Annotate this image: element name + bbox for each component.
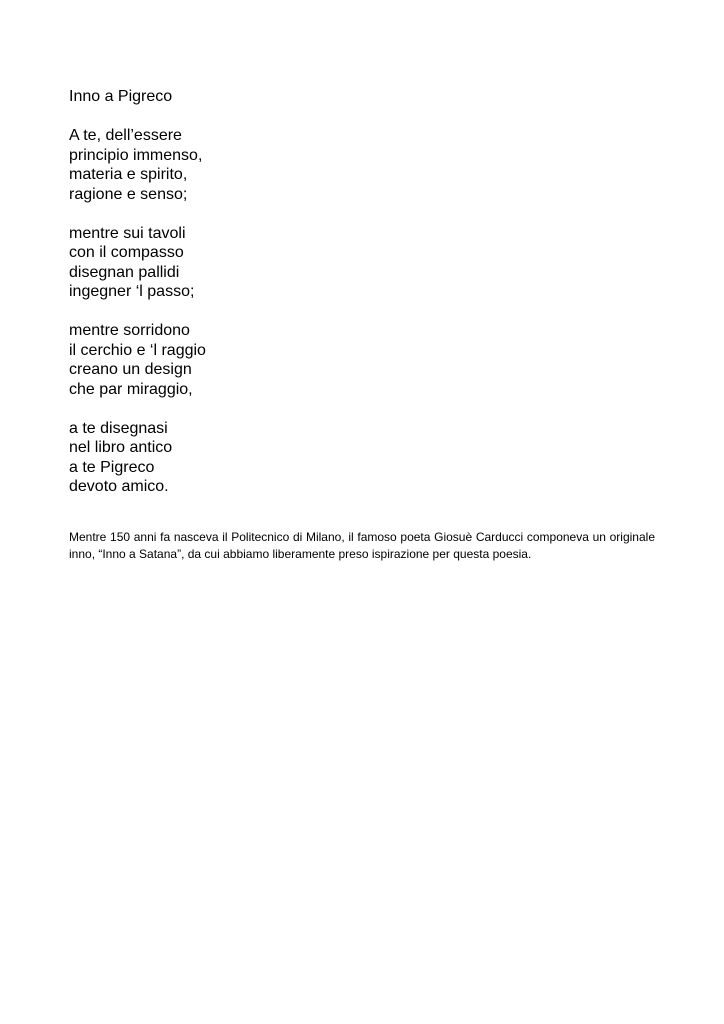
stanza-2 — [69, 224, 489, 302]
stanza-4 — [69, 419, 489, 497]
poem-line: principio immenso, — [69, 146, 203, 164]
poem-line: ragione e senso; — [69, 185, 188, 203]
stanza-3 — [69, 321, 489, 399]
poem-line: il cerchio e ‘l raggio — [69, 341, 206, 359]
poem-line: devoto amico. — [69, 478, 169, 495]
poem-line: A te, dell’essere — [69, 127, 182, 144]
poem-line: mentre sorridono — [69, 322, 190, 339]
poem-line: creano un design — [69, 361, 192, 378]
poem — [69, 87, 489, 516]
stanza-1 — [69, 126, 489, 204]
poem-line: che par miraggio, — [69, 380, 193, 398]
poem-line: a te disegnasi — [69, 419, 168, 437]
poem-title: Inno a Pigreco — [69, 88, 173, 105]
poem-line: mentre sui tavoli — [69, 224, 186, 242]
poem-line: a te Pigreco — [69, 458, 155, 476]
poem-line: disegnan pallidi — [69, 263, 180, 281]
poem-line: nel libro antico — [69, 439, 173, 456]
poem-line: con il compasso — [69, 244, 184, 261]
footnote-paragraph: Mentre 150 anni fa nasceva il Politecnico di Milano, il famoso poeta Giosuè Carducci componeva un originale inno, “Inno a Satana”, da cui abbiamo liberamente preso ispirazione per questa poesia. — [69, 530, 655, 561]
poem-line: materia e spirito, — [69, 166, 188, 183]
poem-line: ingegner ‘l passo; — [69, 283, 195, 300]
